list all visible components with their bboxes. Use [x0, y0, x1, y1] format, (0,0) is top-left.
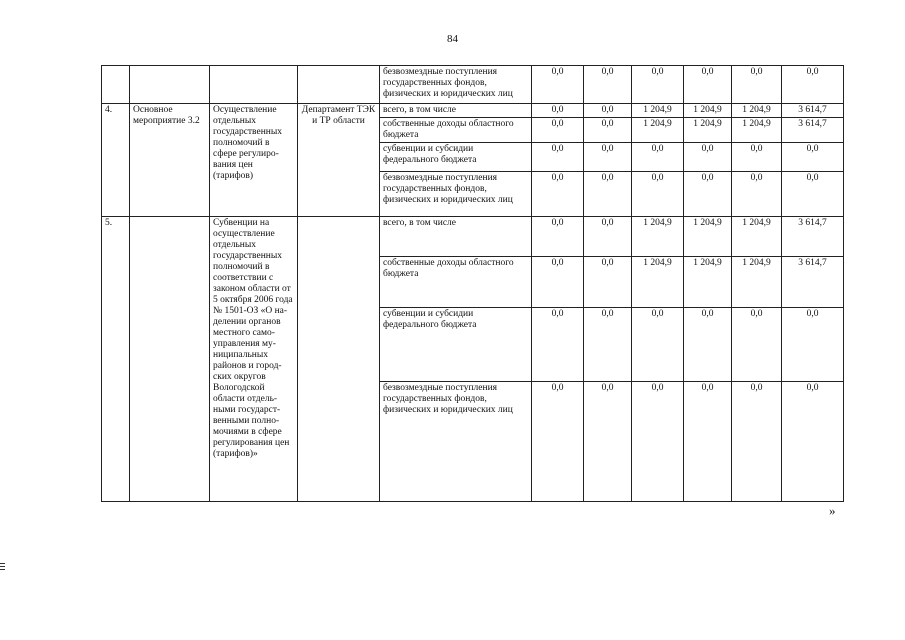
table-row — [102, 104, 844, 118]
value-cell: 0,0 — [532, 217, 584, 257]
value-cell: 0,0 — [584, 66, 632, 104]
table-row — [102, 217, 844, 257]
source-cell: всего, в том числе — [380, 104, 532, 118]
value-cell: 1 204,9 — [684, 104, 732, 118]
value-cell: 0,0 — [782, 66, 844, 104]
value-cell: 0,0 — [584, 118, 632, 143]
description-cell: Субвенции на осуществление отдельных государственных полномочий в соответствии с законом области от 5 октября 2006 года № 1501-ОЗ «О на-делении органов местного само-управления му-ниципальных районов и город-ских округов Вологодской области отдель-ными государст-венными полно-мочиями в сфере регулирования цен (тарифов)» — [210, 217, 298, 502]
value-cell: 0,0 — [732, 172, 782, 217]
value-cell: 0,0 — [684, 66, 732, 104]
number-cell: 5. — [102, 217, 130, 502]
name-cell: Основное мероприятие 3.2 — [130, 104, 210, 217]
value-cell: 1 204,9 — [632, 217, 684, 257]
source-cell: собственные доходы областного бюджета — [380, 257, 532, 308]
value-cell: 0,0 — [632, 143, 684, 172]
name-cell — [130, 217, 210, 502]
value-cell: 0,0 — [632, 382, 684, 502]
value-cell: 0,0 — [584, 143, 632, 172]
value-cell: 1 204,9 — [732, 104, 782, 118]
value-cell: 1 204,9 — [684, 257, 732, 308]
value-cell: 1 204,9 — [632, 118, 684, 143]
source-cell: всего, в том числе — [380, 217, 532, 257]
source-cell: безвозмездные поступления государственных фондов, физических и юридических лиц — [380, 172, 532, 217]
value-cell: 0,0 — [584, 104, 632, 118]
value-cell: 1 204,9 — [684, 217, 732, 257]
value-cell: 0,0 — [632, 66, 684, 104]
value-cell: 1 204,9 — [732, 217, 782, 257]
value-cell: 1 204,9 — [632, 104, 684, 118]
value-cell: 0,0 — [732, 382, 782, 502]
value-cell: 0,0 — [782, 172, 844, 217]
value-cell: 0,0 — [684, 382, 732, 502]
value-cell: 0,0 — [532, 143, 584, 172]
value-cell: 0,0 — [532, 66, 584, 104]
funding-table — [101, 65, 844, 502]
value-cell: 0,0 — [632, 308, 684, 382]
value-cell: 0,0 — [684, 143, 732, 172]
source-cell: собственные доходы областного бюджета — [380, 118, 532, 143]
value-cell: 0,0 — [532, 104, 584, 118]
value-cell: 0,0 — [684, 172, 732, 217]
name-cell — [130, 66, 210, 104]
value-cell: 0,0 — [584, 382, 632, 502]
value-cell: 0,0 — [684, 308, 732, 382]
source-cell: безвозмездные поступления государственных фондов, физических и юридических лиц — [380, 382, 532, 502]
executor-cell — [298, 217, 380, 502]
value-cell: 0,0 — [782, 143, 844, 172]
description-cell: Осуществление отдельных государственных полномочий в сфере регулиро-вания цен (тарифов) — [210, 104, 298, 217]
value-cell: 0,0 — [532, 172, 584, 217]
value-cell: 0,0 — [632, 172, 684, 217]
margin-mark — [0, 563, 5, 572]
description-cell — [210, 66, 298, 104]
value-cell: 3 614,7 — [782, 118, 844, 143]
page-number: 84 — [447, 33, 458, 45]
closing-quote-mark: » — [829, 503, 836, 518]
executor-cell — [298, 66, 380, 104]
value-cell: 0,0 — [532, 382, 584, 502]
value-cell: 0,0 — [584, 308, 632, 382]
value-cell: 3 614,7 — [782, 217, 844, 257]
table-row — [102, 66, 844, 104]
value-cell: 0,0 — [782, 308, 844, 382]
number-cell — [102, 66, 130, 104]
number-cell: 4. — [102, 104, 130, 217]
value-cell: 0,0 — [732, 143, 782, 172]
value-cell: 0,0 — [584, 257, 632, 308]
value-cell: 3 614,7 — [782, 257, 844, 308]
value-cell: 0,0 — [732, 308, 782, 382]
value-cell: 1 204,9 — [632, 257, 684, 308]
value-cell: 1 204,9 — [684, 118, 732, 143]
value-cell: 0,0 — [584, 172, 632, 217]
value-cell: 0,0 — [782, 382, 844, 502]
source-cell: субвенции и субсидии федерального бюджета — [380, 308, 532, 382]
value-cell: 0,0 — [532, 118, 584, 143]
value-cell: 3 614,7 — [782, 104, 844, 118]
value-cell: 0,0 — [732, 66, 782, 104]
executor-cell: Департамент ТЭК и ТР области — [298, 104, 380, 217]
value-cell: 1 204,9 — [732, 118, 782, 143]
value-cell: 0,0 — [532, 257, 584, 308]
value-cell: 1 204,9 — [732, 257, 782, 308]
value-cell: 0,0 — [584, 217, 632, 257]
value-cell: 0,0 — [532, 308, 584, 382]
source-cell: безвозмездные поступления государственных фондов, физических и юридических лиц — [380, 66, 532, 104]
source-cell: субвенции и субсидии федерального бюджета — [380, 143, 532, 172]
